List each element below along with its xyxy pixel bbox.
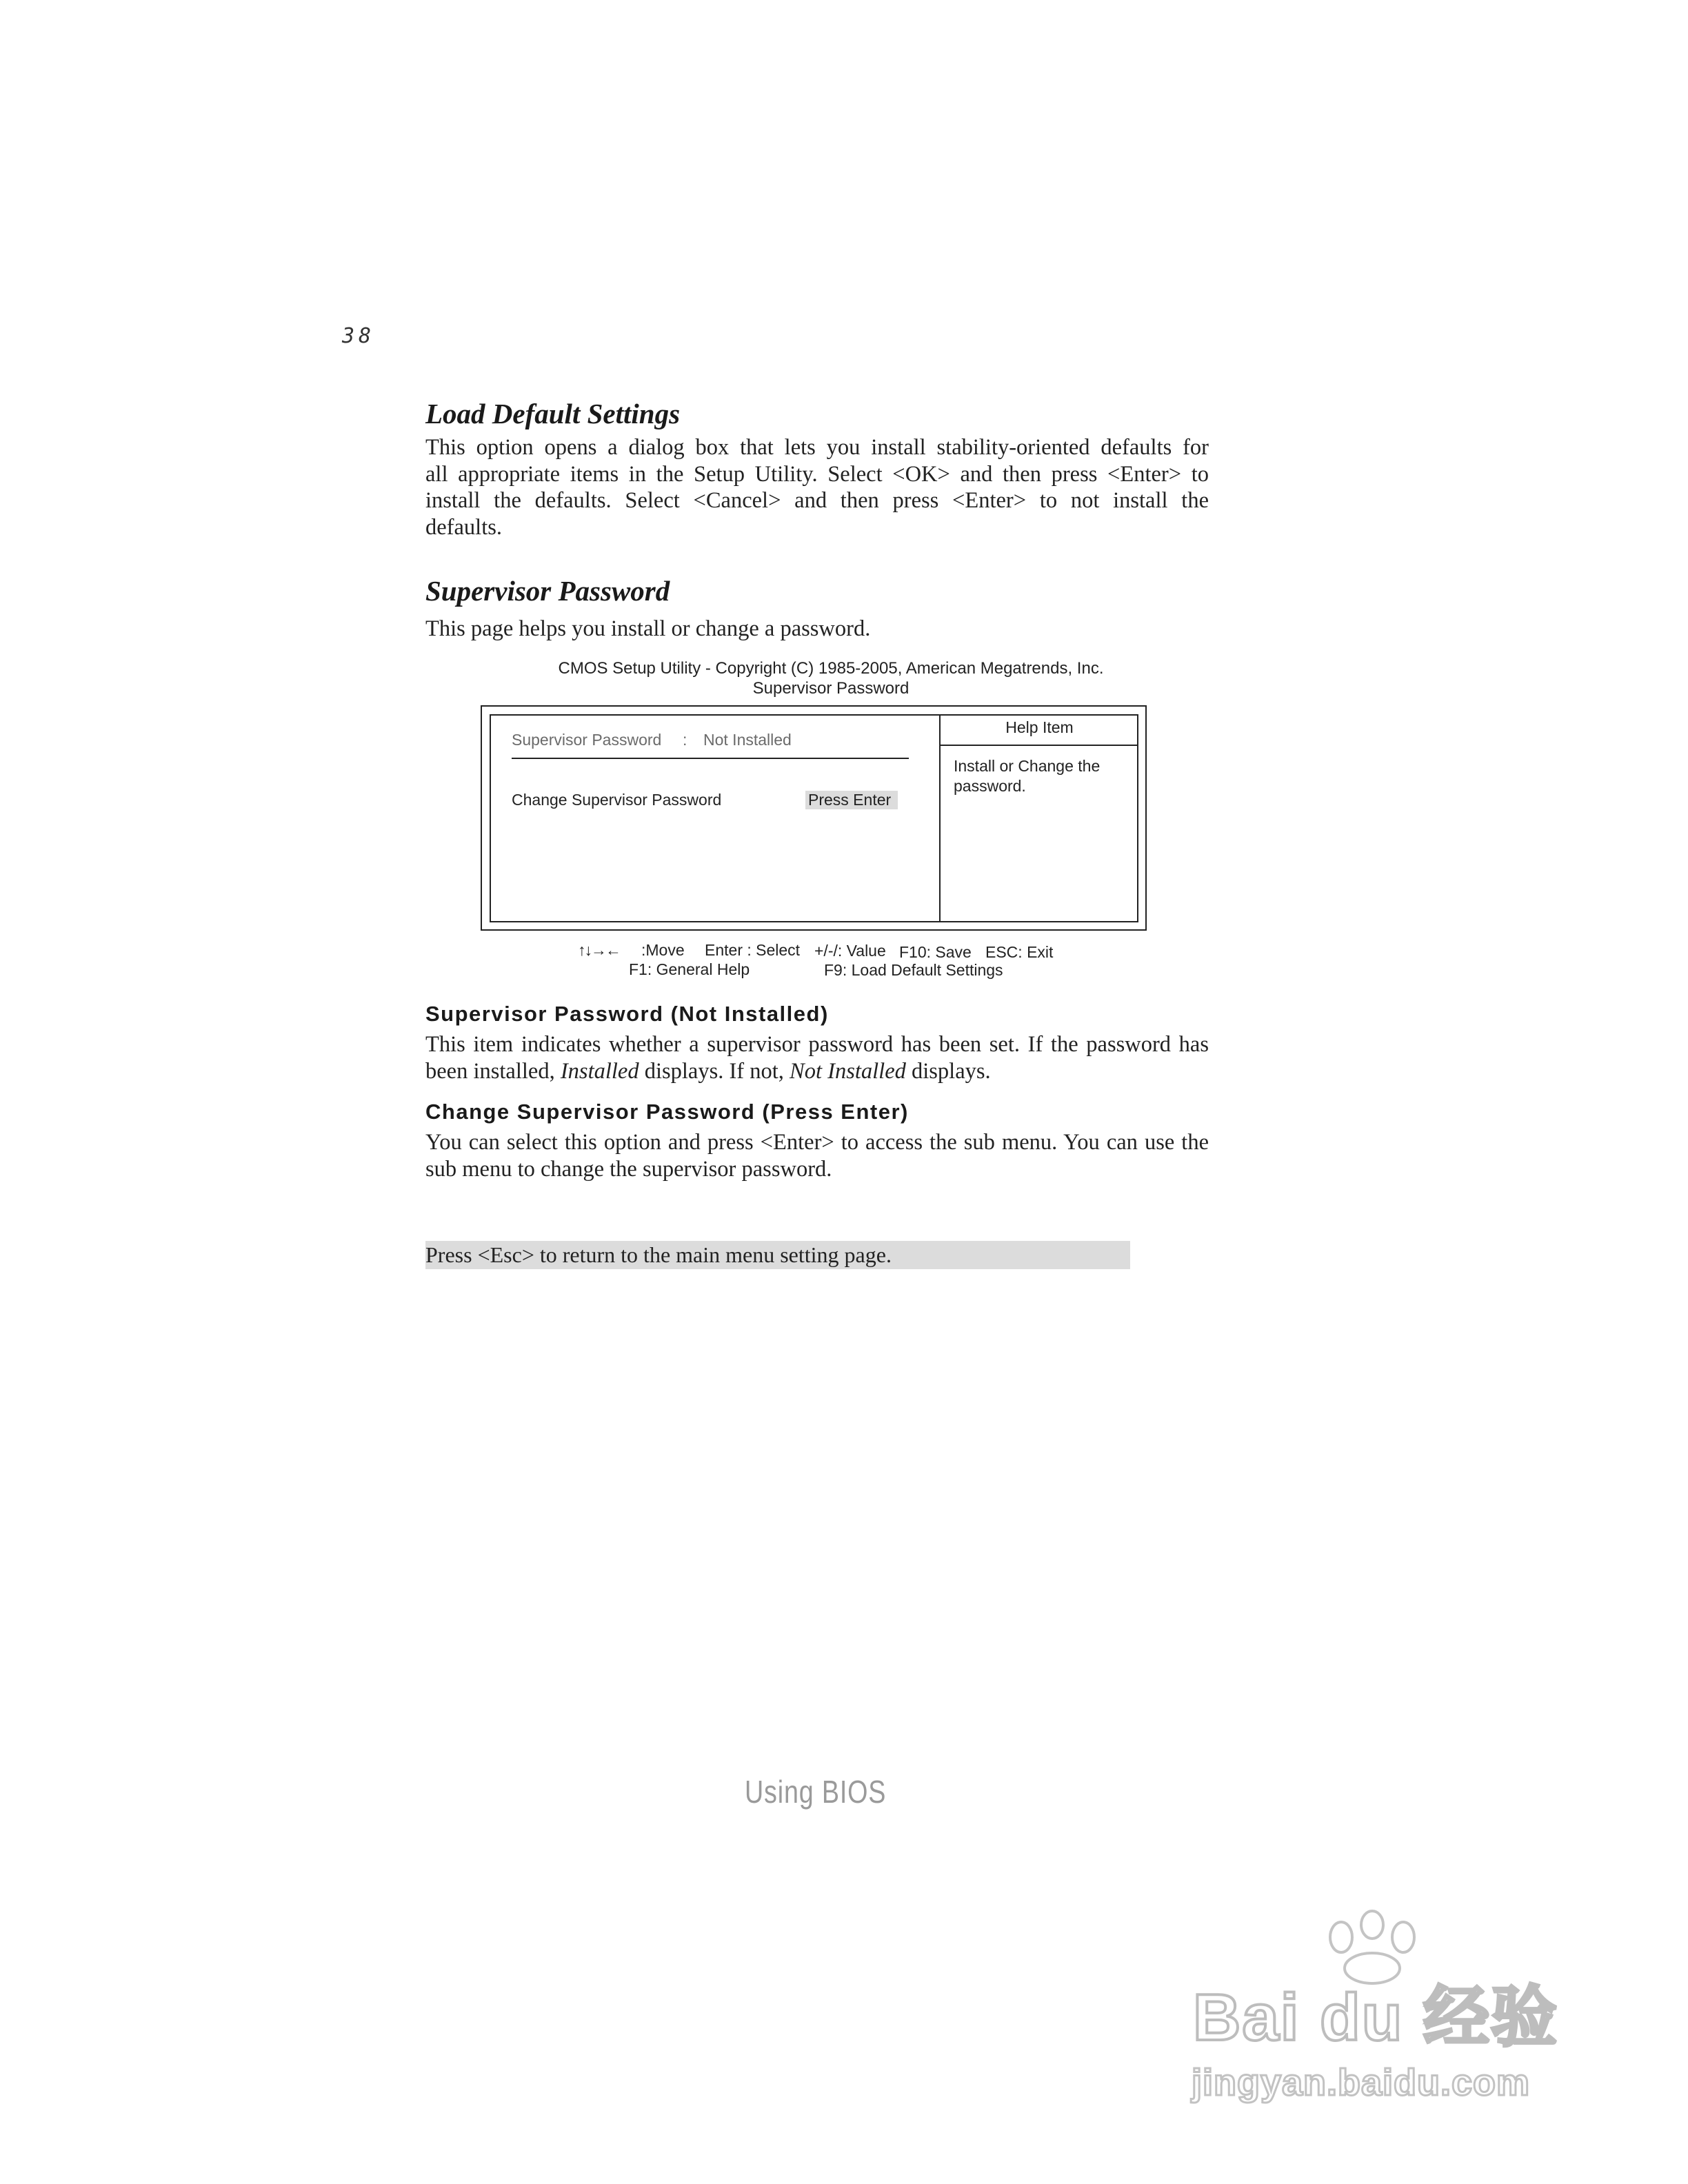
legend-save: F10: Save [899,943,972,961]
supervisor-password-status-value: Not Installed [703,731,792,749]
status-separator [512,758,909,759]
press-enter-button[interactable]: Press Enter [805,791,898,809]
section-heading-load-defaults: Load Default Settings [425,398,681,429]
bios-caption [441,658,1220,698]
esc-note: Press <Esc> to return to the main menu setting page. [425,1241,1130,1269]
help-text-line: Install or Change the [954,757,1101,775]
paragraph-line: install the defaults. Select <Cancel> and then press <Enter> to not install the [425,488,1209,513]
baidu-watermark-logo: Bai du 经验 [1193,1981,1559,2054]
load-defaults-paragraph [425,434,1209,540]
legend-value: +/-/: Value [814,942,886,960]
section-heading-password-status: Supervisor Password (Not Installed) [425,1002,829,1026]
paragraph-line [425,1058,1209,1085]
installed-term: Installed [560,1058,639,1084]
help-title-separator [941,745,1138,746]
text-run: displays. [905,1058,991,1084]
password-status-paragraph [425,1031,1209,1084]
paragraph-line: all appropriate items in the Setup Utility. Select <OK> and then press <Enter> to [425,461,1209,487]
baidu-watermark-url: jingyan.baidu.com [1192,2062,1531,2103]
change-supervisor-password-item[interactable]: Change Supervisor Password [512,791,722,809]
paragraph-line: This item indicates whether a supervisor password has been set. If the password has [425,1032,1209,1057]
legend-load-defaults: F9: Load Default Settings [824,961,1003,979]
bios-caption-subtitle: Supervisor Password [752,679,910,698]
help-item-text [954,756,1129,796]
legend-exit: ESC: Exit [985,943,1054,961]
section-heading-supervisor-password: Supervisor Password [425,575,670,607]
paragraph-line: You can select this option and press <Enter> to access the sub menu. You can use the [425,1130,1209,1155]
text-run: displays. If not, [639,1058,790,1084]
supervisor-password-status-label: Supervisor Password [512,731,662,749]
legend-general-help: F1: General Help [629,960,750,978]
page-number: 38 [342,324,376,348]
change-password-paragraph [425,1129,1209,1182]
help-item-title: Help Item [1005,718,1074,736]
legend-select: Enter : Select [705,941,801,959]
paragraph-line: defaults. [425,514,503,540]
supervisor-password-intro: This page helps you install or change a password. [425,616,871,641]
paragraph-line: sub menu to change the supervisor password. [425,1156,832,1182]
bios-caption-title: CMOS Setup Utility - Copyright (C) 1985-2005, American Megatrends, Inc. [558,659,1104,678]
legend-move: :Move [641,941,685,959]
text-run: been installed, [425,1058,561,1084]
help-text-line: password. [954,777,1026,795]
section-heading-change-password: Change Supervisor Password (Press Enter) [425,1100,909,1124]
footer-title: Using BIOS [745,1774,887,1810]
arrow-keys-icon: ↑↓→← [578,941,620,959]
paragraph-line: This option opens a dialog box that lets you install stability-oriented defaults for [425,435,1209,460]
not-installed-term: Not Installed [790,1058,906,1084]
status-colon: : [683,731,687,749]
